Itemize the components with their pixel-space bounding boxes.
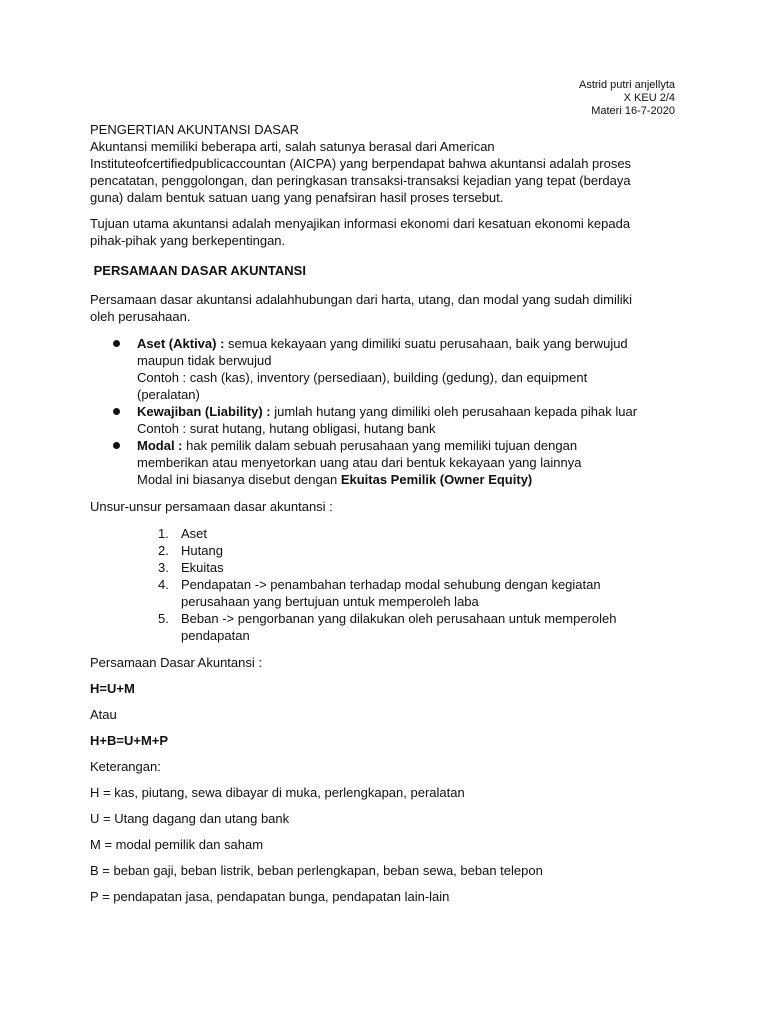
list-item (90, 559, 680, 576)
bullet-icon (113, 408, 120, 415)
text-line: Beban -> pengorbanan yang dilakukan oleh perusahaan untuk memperoleh (181, 611, 617, 626)
text-line: pihak-pihak yang berkepentingan. (90, 233, 286, 248)
list-item (90, 610, 680, 644)
text-line: (peralatan) (137, 387, 200, 402)
bullet-icon (113, 340, 120, 347)
list-number: 4. (158, 577, 169, 592)
material-date: Materi 16-7-2020 (591, 105, 675, 117)
legend-b: B = beban gaji, beban listrik, beban perlengkapan, beban sewa, beban telepon (90, 863, 543, 878)
equation-title: Persamaan Dasar Akuntansi : (90, 655, 262, 670)
document-header (579, 79, 675, 118)
text-line: Modal ini biasanya disebut dengan (137, 472, 341, 487)
list-number: 3. (158, 560, 169, 575)
paragraph-purpose (90, 215, 680, 249)
text-line: memberikan atau menyetorkan uang atau dari bentuk kekayaan yang lainnya (137, 455, 582, 470)
text-line: Tujuan utama akuntansi adalah menyajikan informasi ekonomi dari kesatuan ekonomi kepada (90, 216, 631, 231)
list-number: 1. (158, 526, 169, 541)
list-number: 5. (158, 611, 169, 626)
list-item (90, 576, 680, 610)
text-line: Pendapatan -> penambahan terhadap modal sehubung dengan kegiatan (181, 577, 601, 592)
equation-extended: H+B=U+M+P (90, 733, 169, 748)
text-line: Hutang (181, 543, 223, 558)
text-line: semua kekayaan yang dimiliki suatu perusahaan, baik yang berwujud (224, 336, 628, 351)
numbered-list (90, 525, 680, 644)
text-line: hak pemilik dalam sebuah perusahaan yang memiliki tujuan dengan (182, 438, 578, 453)
class-label: X KEU 2/4 (623, 92, 675, 104)
section-title-pengertian: PENGERTIAN AKUNTANSI DASAR (90, 122, 300, 137)
text-line: jumlah hutang yang dimiliki oleh perusahaan kepada pihak luar (270, 404, 638, 419)
text-line: pendapatan (181, 628, 250, 643)
term-modal: Modal : (137, 438, 183, 453)
term-kewajiban: Kewajiban (Liability) : (137, 404, 271, 419)
text-line: Instituteofcertifiedpublicaccountan (AICPA) yang berpendapat bahwa akuntansi adalah proses (90, 156, 632, 171)
text-line: guna) dalam bentuk satuan uang yang penafsiran hasil proses tersebut. (90, 190, 504, 205)
paragraph-intro (90, 291, 680, 325)
text-line: maupun tidak berwujud (137, 353, 272, 368)
legend-title: Keterangan: (90, 759, 161, 774)
paragraph-definition (90, 138, 680, 206)
list-item (90, 335, 680, 403)
list-item (90, 437, 680, 488)
text-line: Akuntansi memiliki beberapa arti, salah satunya berasal dari American (90, 139, 495, 154)
text-line: perusahaan yang bertujuan untuk memperoleh laba (181, 594, 479, 609)
author-name: Astrid putri anjellyta (579, 79, 675, 91)
document-body (90, 121, 680, 905)
text-line: oleh perusahaan. (90, 309, 191, 324)
text-line: Aset (181, 526, 208, 541)
term-aset: Aset (Aktiva) : (137, 336, 225, 351)
bullet-list (90, 335, 680, 488)
text-line: Persamaan dasar akuntansi adalahhubungan dari harta, utang, dan modal yang sudah dimiliki (90, 292, 633, 307)
legend-p: P = pendapatan jasa, pendapatan bunga, pendapatan lain-lain (90, 889, 450, 904)
text-line: Contoh : cash (kas), inventory (persediaan), building (gedung), dan equipment (137, 370, 588, 385)
legend-u: U = Utang dagang dan utang bank (90, 811, 290, 826)
list-item (90, 403, 680, 437)
elements-title: Unsur-unsur persamaan dasar akuntansi : (90, 499, 333, 514)
equation-basic: H=U+M (90, 681, 135, 696)
bullet-icon (113, 442, 120, 449)
list-item (90, 525, 680, 542)
legend-h: H = kas, piutang, sewa dibayar di muka, perlengkapan, peralatan (90, 785, 465, 800)
list-number: 2. (158, 543, 169, 558)
text-line: Contoh : surat hutang, hutang obligasi, hutang bank (137, 421, 436, 436)
list-item (90, 542, 680, 559)
legend-m: M = modal pemilik dan saham (90, 837, 264, 852)
section-title-persamaan: PERSAMAAN DASAR AKUNTANSI (90, 263, 306, 278)
text-line: Ekuitas (181, 560, 224, 575)
equation-or: Atau (90, 707, 117, 722)
term-owner-equity: Ekuitas Pemilik (Owner Equity) (340, 472, 533, 487)
text-line: pencatatan, penggolongan, dan peringkasan transaksi-transaksi kejadian yang tepat (berdaya (90, 173, 631, 188)
